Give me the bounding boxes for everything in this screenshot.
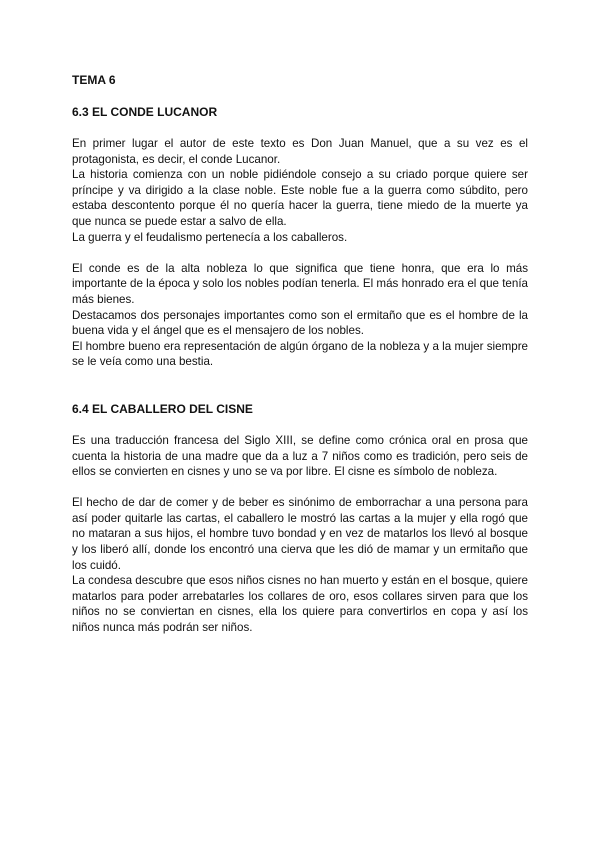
- section-heading-caballero-del-cisne: 6.4 EL CABALLERO DEL CISNE: [72, 401, 253, 416]
- document-title: TEMA 6: [72, 73, 116, 87]
- paragraph: La historia comienza con un noble pidiéndole consejo a su criado porque quiere ser príncipe y va dirigido a la clase noble. Este noble fue a la guerra como súbdito, pero estaba descontento porque él no quería hacer la guerra, tiene miedo de la muerte ya que nunca se puede estar a salvo de ella.: [72, 168, 528, 228]
- paragraph: Es una traducción francesa del Siglo XIII, se define como crónica oral en prosa que cuenta la historia de una madre que da a luz a 7 niños como es tradición, pero seis de ellos se convierten en cisnes y uno se va por libre. El cisne es símbolo de nobleza.: [72, 433, 528, 479]
- section-gap: [72, 370, 528, 401]
- paragraph: En primer lugar el autor de este texto es Don Juan Manuel, que a su vez es el protagonista, es decir, el conde Lucanor.: [72, 137, 528, 166]
- paragraph-gap: [72, 245, 528, 261]
- section-heading-conde-lucanor: 6.3 EL CONDE LUCANOR: [72, 105, 218, 119]
- document-body: [72, 72, 528, 636]
- paragraph: La condesa descubre que esos niños cisnes no han muerto y están en el bosque, quiere matarlos para poder arrebatarles los collares de oro, esos collares sirven para que los niños no se conviertan en cisnes, ella los quiere para convertirlos en copa y así los niños nunca más podrán ser niños.: [72, 574, 528, 635]
- paragraph: La guerra y el feudalismo pertenecía a los caballeros.: [72, 230, 348, 244]
- paragraph: Destacamos dos personajes importantes como son el ermitaño que es el hombre de la buena vida y el ángel que es el mensajero de los nobles.: [72, 308, 528, 338]
- paragraph: El hecho de dar de comer y de beber es sinónimo de emborrachar a una persona para así poder quitarle las cartas, el caballero le mostró las cartas a la mujer y ella rogó que no mataran a sus hijos, el hombre tuvo bondad y en vez de matarlos los llevó al bosque y los liberó allí, donde los encontró una cierva que les dió de mamar y un ermitaño que los cuidó.: [72, 496, 528, 572]
- paragraph-gap: [72, 480, 528, 496]
- paragraph: El hombre bueno era representación de algún órgano de la nobleza y a la mujer siempre se le veía como una bestia.: [72, 339, 528, 369]
- paragraph: El conde es de la alta nobleza lo que significa que tiene honra, que era lo más importante de la época y solo los nobles podían tenerla. El más honrado era el que tenía más bienes.: [72, 261, 528, 306]
